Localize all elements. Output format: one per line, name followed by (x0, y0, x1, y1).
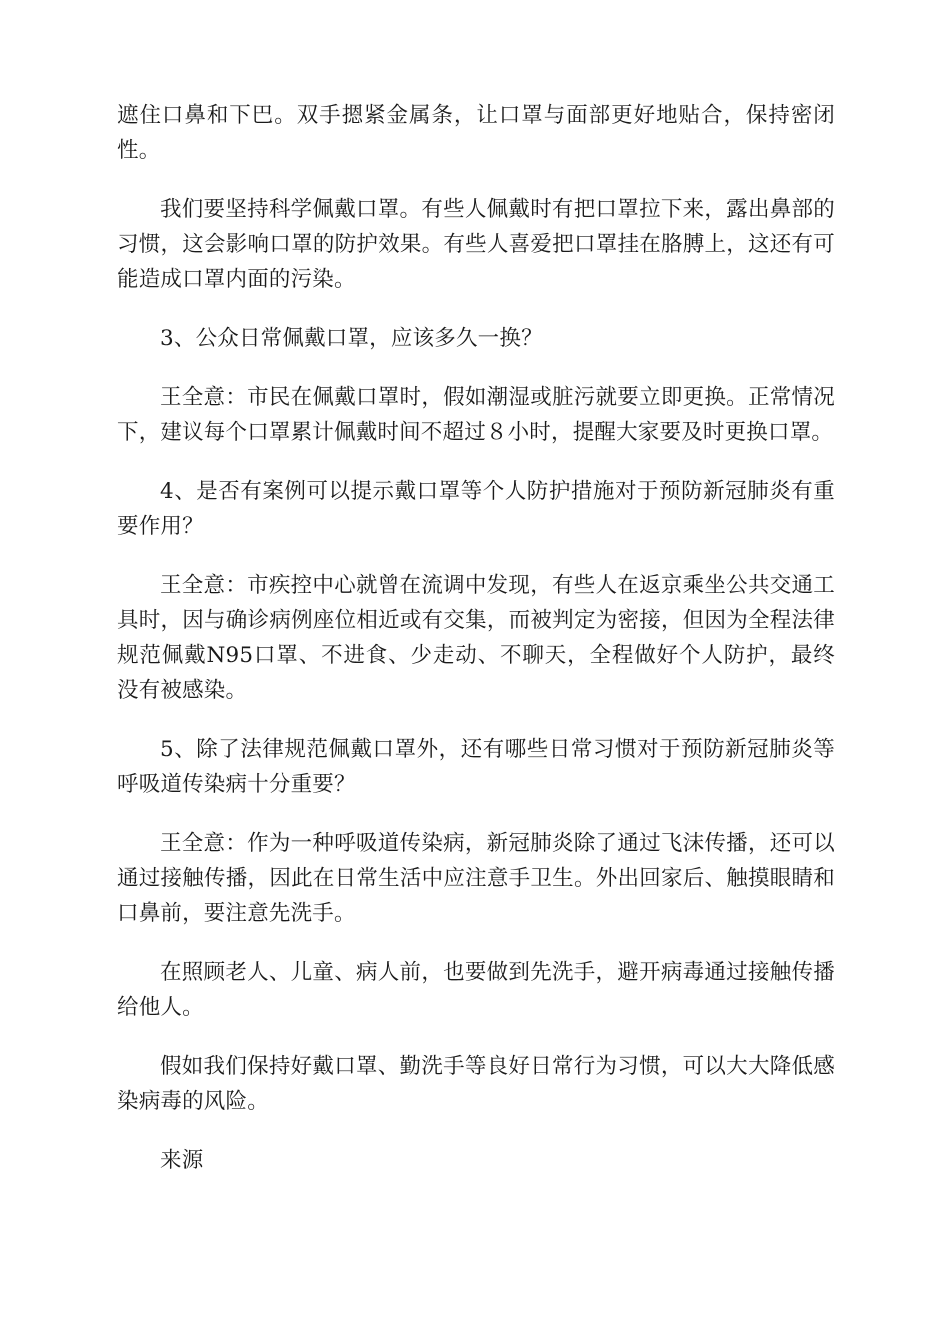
answer-3: 王全意：市民在佩戴口罩时，假如潮湿或脏污就要立即更换。正常情况下，建议每个口罩累计佩戴时间不超过８小时，提醒大家要及时更换口罩。 (117, 385, 835, 445)
paragraph-mask-fitting: 遮住口鼻和下巴。双手摁紧金属条，让口罩与面部更好地贴合，保持密闭性。 (117, 103, 835, 163)
answer-5: 王全意：作为一种呼吸道传染病，新冠肺炎除了通过飞沫传播，还可以通过接触传播，因此在日常生活中应注意手卫生。外出回家后、触摸眼睛和口鼻前，要注意先洗手。 (117, 831, 835, 926)
paragraph-wear-properly: 我们要坚持科学佩戴口罩。有些人佩戴时有把口罩拉下来，露出鼻部的习惯，这会影响口罩的防护效果。有些人喜爱把口罩挂在胳膊上，这还有可能造成口罩内面的污染。 (117, 197, 835, 292)
document-body (117, 98, 835, 1178)
paragraph-care-others: 在照顾老人、儿童、病人前，也要做到先洗手，避开病毒通过接触传播给他人。 (117, 960, 835, 1020)
answer-4: 王全意：市疾控中心就曾在流调中发现，有些人在返京乘坐公共交通工具时，因与确诊病例座位相近或有交集，而被判定为密接，但因为全程法律规范佩戴N95口罩、不进食、少走动、不聊天，全程做好个人防护，最终没有被感染。 (117, 573, 835, 703)
source-label: 来源 (160, 1148, 204, 1173)
paragraph-conclusion: 假如我们保持好戴口罩、勤洗手等良好日常行为习惯，可以大大降低感染病毒的风险。 (117, 1054, 835, 1114)
question-5: 5、除了法律规范佩戴口罩外，还有哪些日常习惯对于预防新冠肺炎等呼吸道传染病十分重要？ (117, 737, 835, 797)
question-4: 4、是否有案例可以提示戴口罩等个人防护措施对于预防新冠肺炎有重要作用？ (117, 479, 835, 539)
question-3: 3、公众日常佩戴口罩，应该多久一换？ (160, 326, 543, 351)
